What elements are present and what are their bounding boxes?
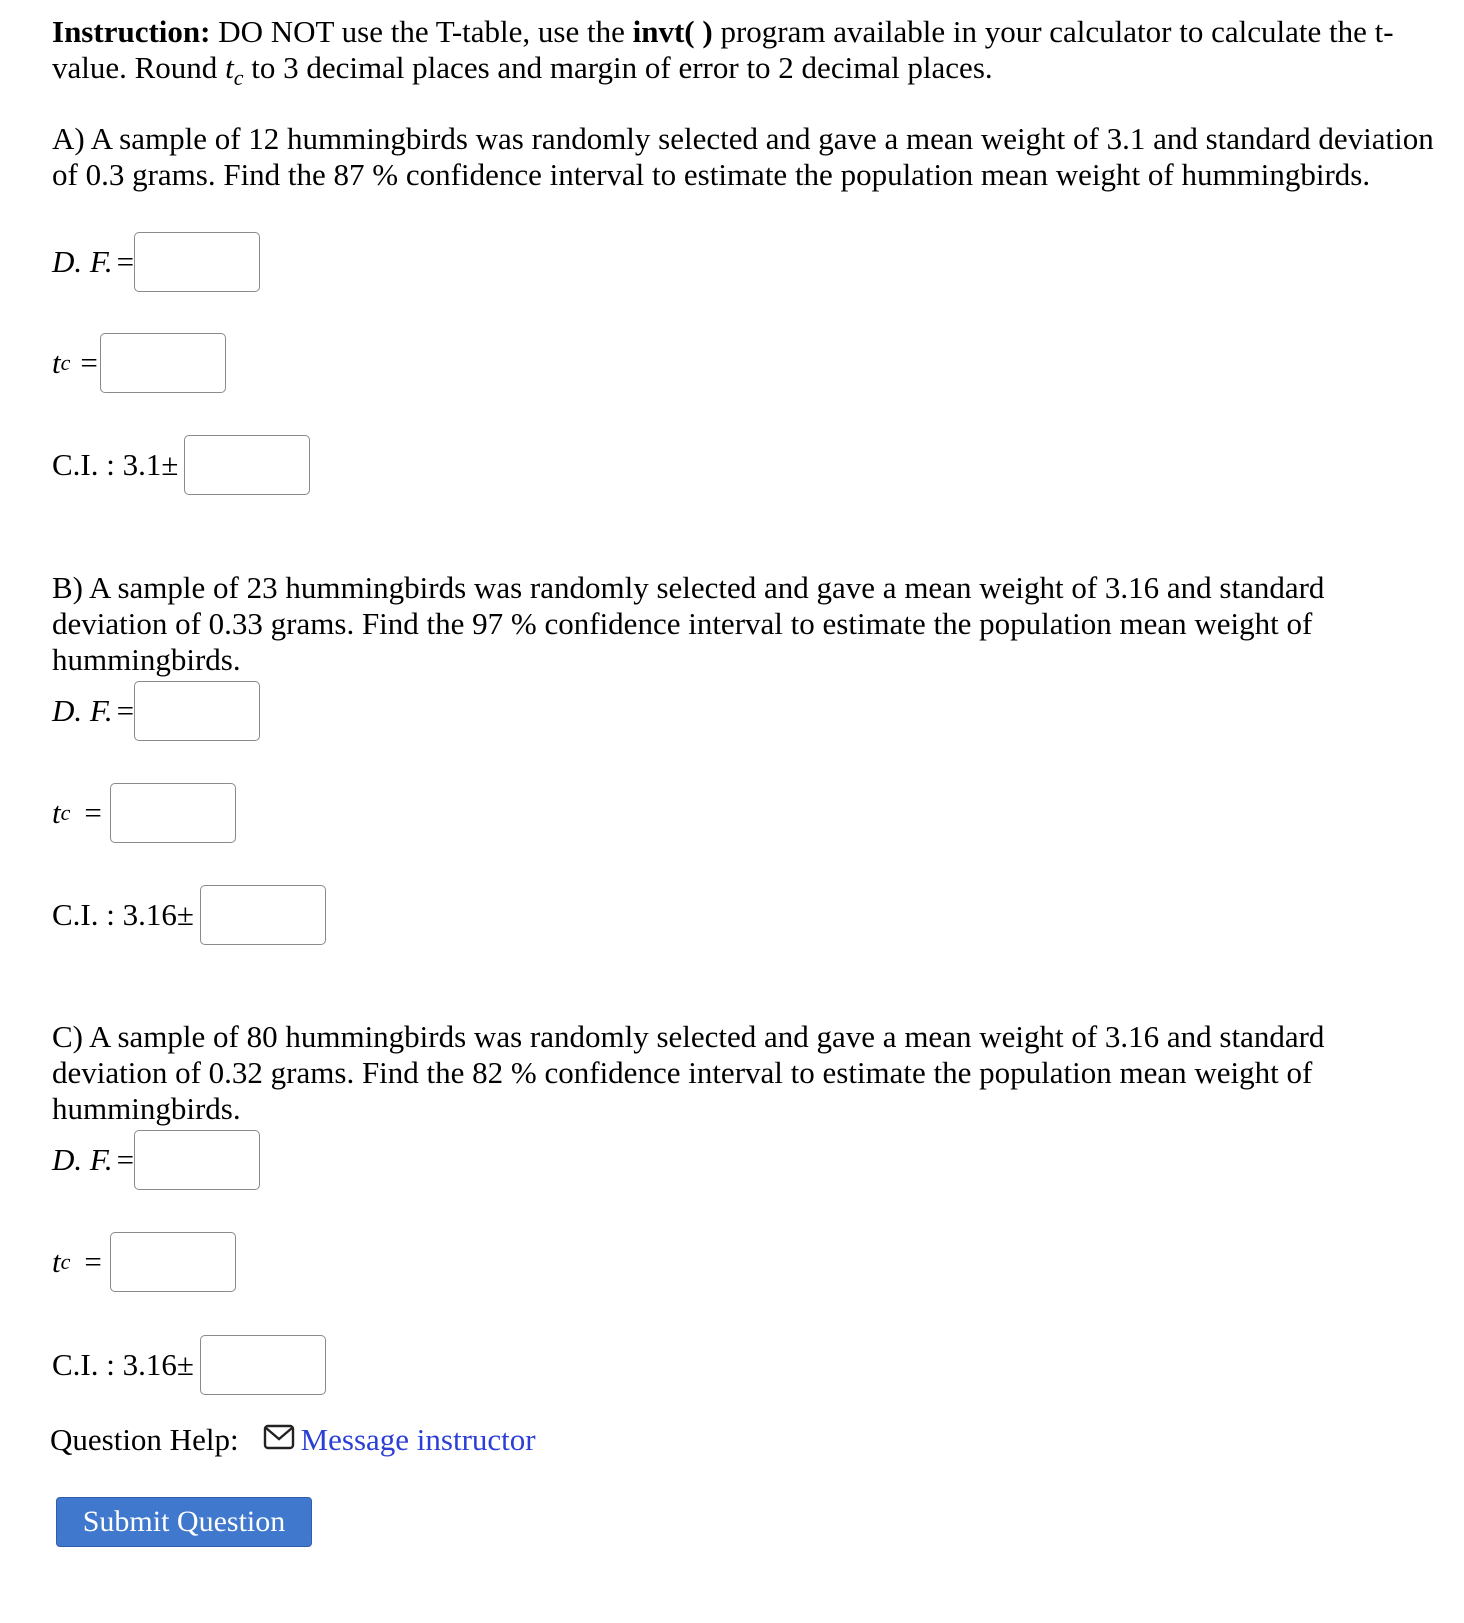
question-b-tc-row: t c = <box>52 781 236 845</box>
question-c-text: C) A sample of 80 hummingbirds was randomly selected and gave a mean weight of 3.16 and standard deviation of 0.32 grams. Find the 82 % confidence interval to estimate the population mean weight of hummingbirds. <box>52 1019 1325 1126</box>
instruction-label: Instruction: <box>52 14 211 49</box>
question-c-df-input[interactable] <box>134 1130 260 1190</box>
instruction-text: Instruction: DO NOT use the T-table, use the invt( ) program available in your calculator to calculate the t-value. Round $t_c$ to 3 decimal places and margin of error to 2 decimal places. <box>52 14 1394 90</box>
ci-label: C.I. : 3.16± <box>52 1347 194 1382</box>
question-c-margin-input[interactable] <box>200 1335 326 1395</box>
ci-label: C.I. : 3.16± <box>52 897 194 932</box>
message-instructor-link[interactable]: Message instructor <box>300 1422 536 1457</box>
question-a-df-row: D. F. = <box>52 230 260 294</box>
question-a-tc-row: t c = <box>52 331 226 395</box>
question-b-df-row: D. F. = <box>52 679 260 743</box>
question-a-df-input[interactable] <box>134 232 260 292</box>
question-a-text: A) A sample of 12 hummingbirds was randomly selected and gave a mean weight of 3.1 and standard deviation of 0.3 grams. Find the 87 % confidence interval to estimate the population mean weight of hummingbirds. <box>52 121 1434 192</box>
question-b-text: B) A sample of 23 hummingbirds was randomly selected and gave a mean weight of 3.16 and standard deviation of 0.33 grams. Find the 97 % confidence interval to estimate the population mean weight of hummingbirds. <box>52 570 1325 677</box>
invt-program: invt( ) <box>632 14 713 49</box>
question-a-margin-input[interactable] <box>184 435 310 495</box>
question-help <box>50 1422 536 1458</box>
df-label: D. F. <box>52 693 113 728</box>
question-a-ci-row <box>52 433 310 497</box>
ci-label: C.I. : 3.1± <box>52 447 179 482</box>
df-label: D. F. <box>52 244 113 279</box>
question-b-tc-input[interactable] <box>110 783 236 843</box>
question-c-ci-row <box>52 1333 326 1397</box>
df-label: D. F. <box>52 1142 113 1177</box>
question-b-df-input[interactable] <box>134 681 260 741</box>
question-c-tc-input[interactable] <box>110 1232 236 1292</box>
question-c-df-row: D. F. = <box>52 1128 260 1192</box>
envelope-icon[interactable] <box>263 1422 295 1458</box>
question-a-tc-input[interactable] <box>100 333 226 393</box>
question-help-label: Question Help: <box>50 1422 239 1457</box>
submit-question-button[interactable]: Submit Question <box>56 1497 312 1547</box>
question-b-margin-input[interactable] <box>200 885 326 945</box>
question-c-tc-row: t c = <box>52 1230 236 1294</box>
question-b-ci-row <box>52 883 326 947</box>
